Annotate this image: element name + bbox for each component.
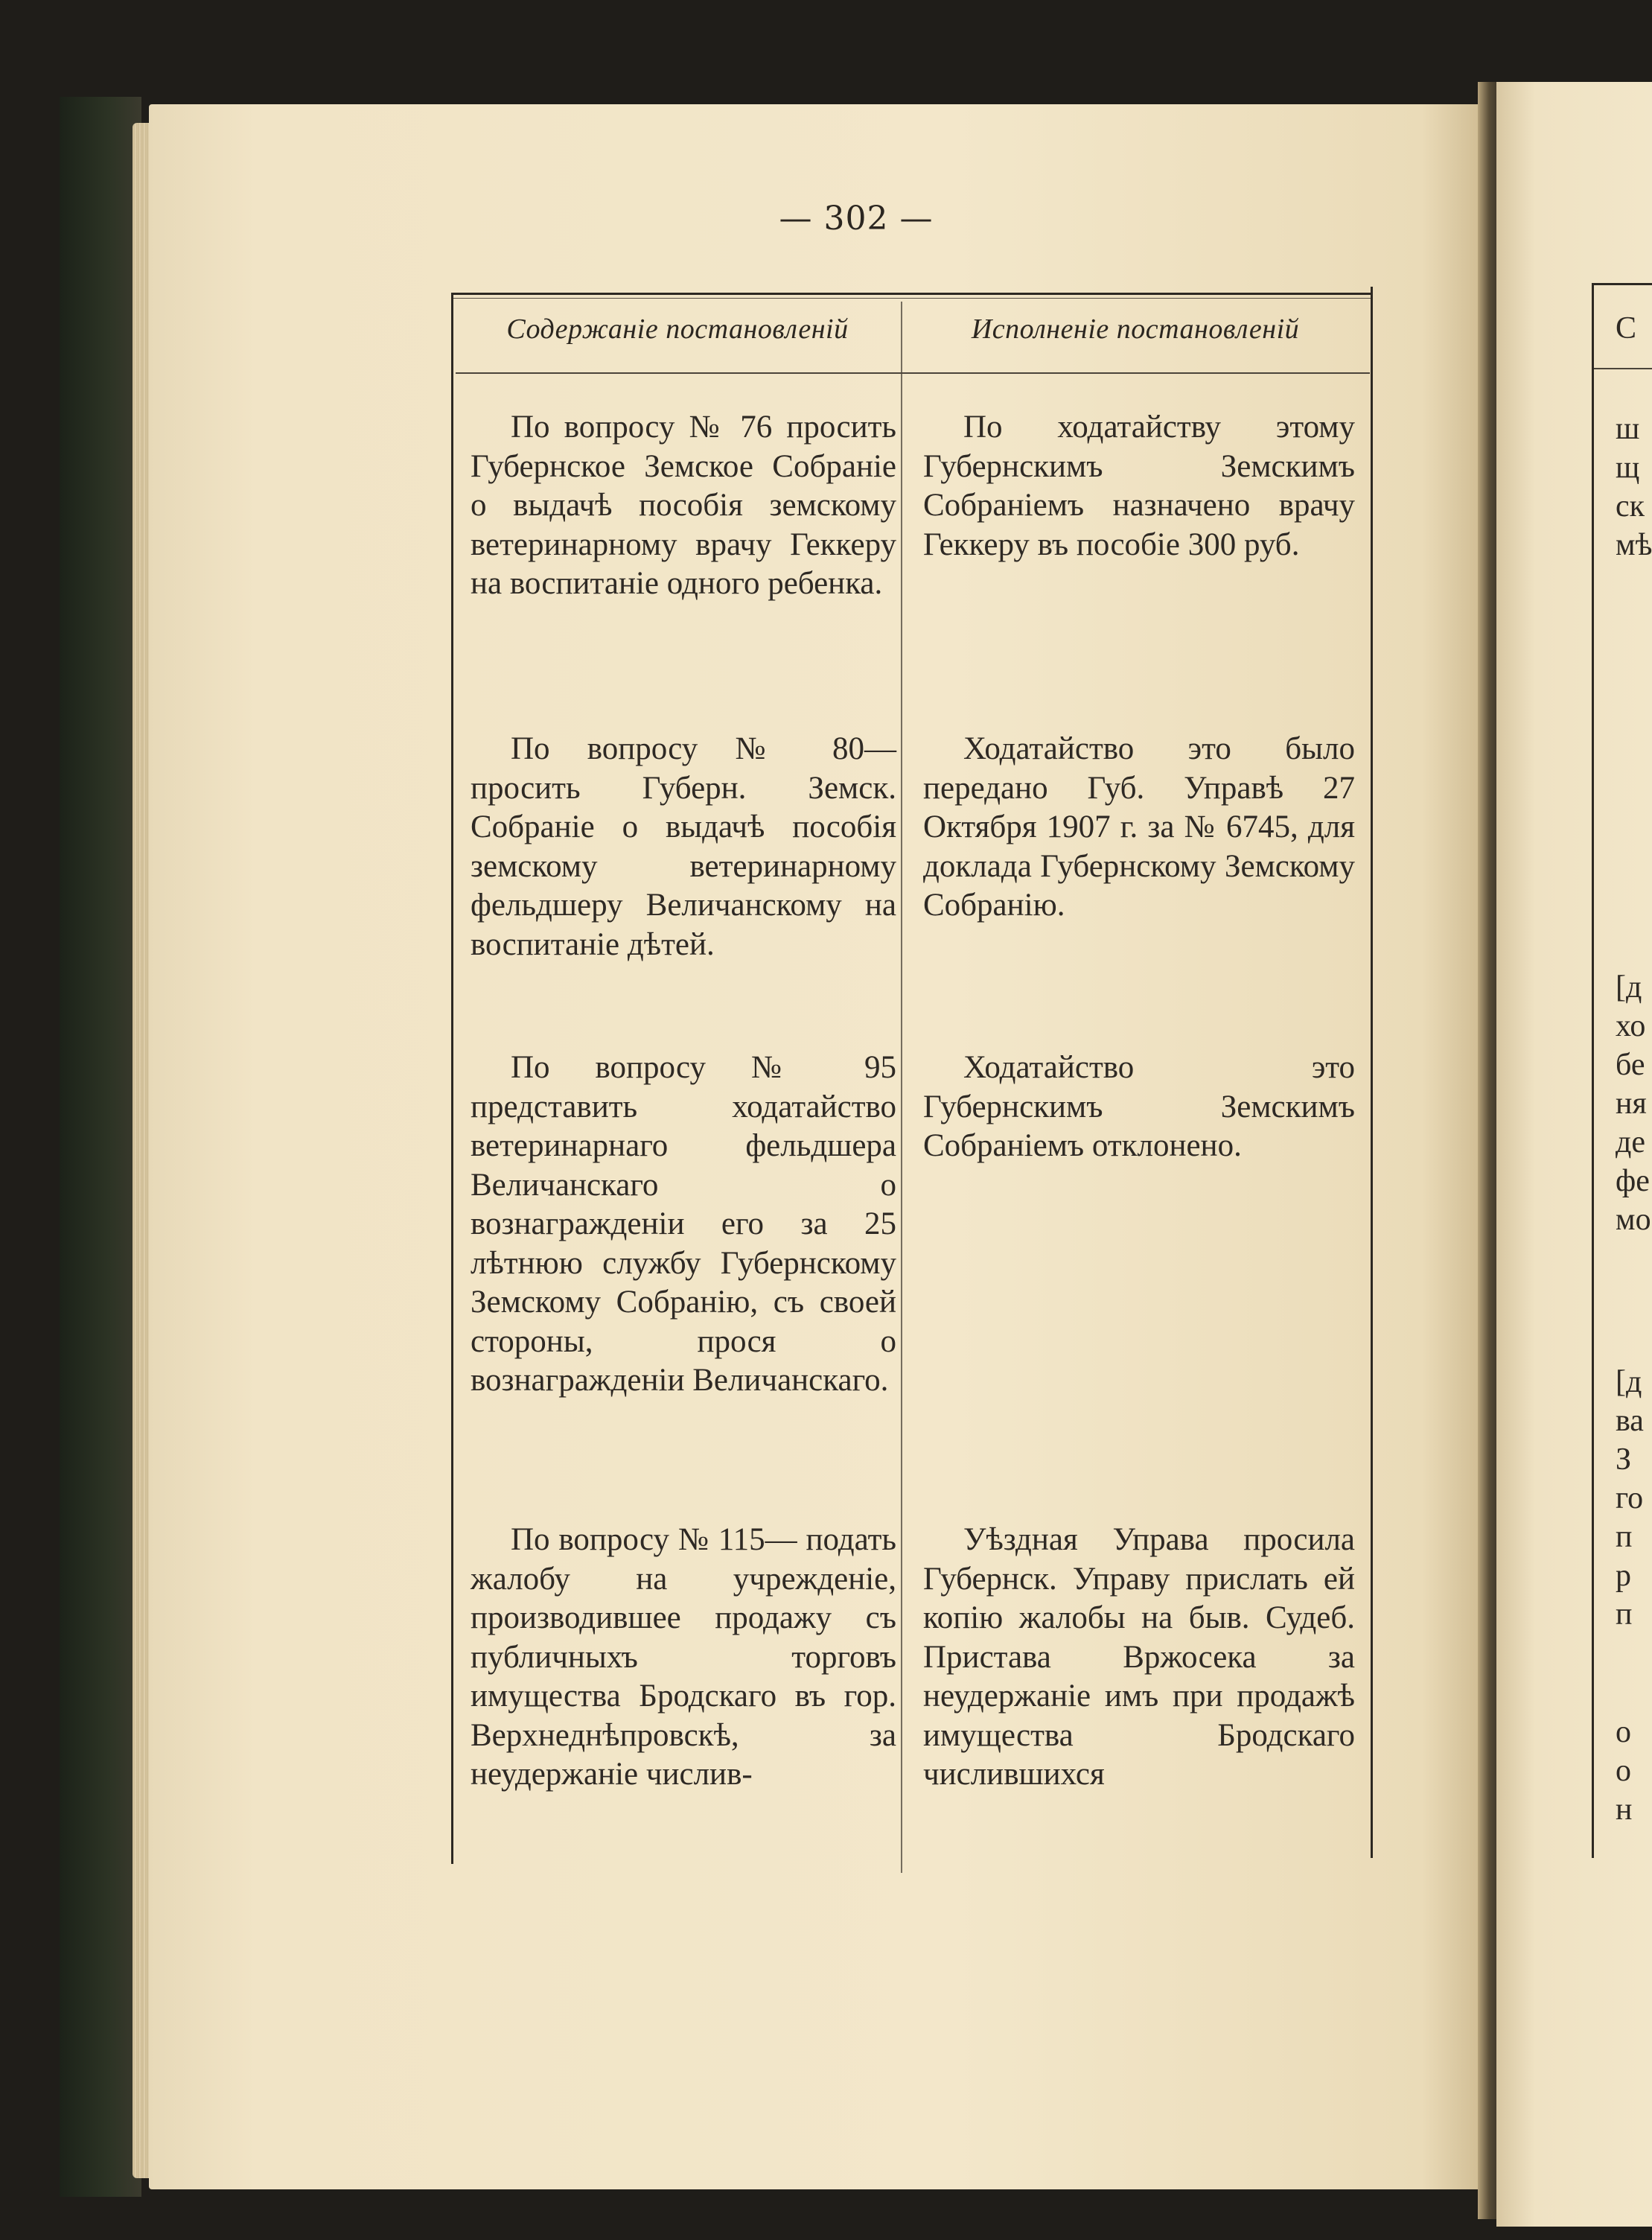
book-cover-left bbox=[60, 97, 141, 2197]
table-top-rule-thin bbox=[451, 298, 1373, 299]
facing-text-block-4: о о н bbox=[1616, 1715, 1633, 1827]
facing-table-top-rule bbox=[1593, 283, 1652, 285]
facing-text-block-2: [д хо бе ня де фе мо bbox=[1616, 970, 1651, 1237]
facing-table-left-rule bbox=[1592, 283, 1594, 1858]
column-header-execution: Исполненіе постановленій bbox=[971, 314, 1300, 345]
table-left-rule bbox=[451, 293, 453, 1864]
column-header-contents: Содержаніе постановленій bbox=[506, 314, 849, 345]
table-right-rule bbox=[1371, 287, 1373, 1858]
row-1-resolution: По вопросу № 76 просить Губернское Земское Собраніе о выдачѣ пособія земскому ветеринарному врачу Геккеру на воспитаніе одного ребенка. bbox=[471, 410, 896, 601]
row-4-resolution: По вопросу № 115— подать жалобу на учрежденіе, производившее продажу съ публичныхъ торговъ имущества Бродскаго въ гор. Верхнеднѣпровскѣ, за неудержаніе числив- bbox=[471, 1522, 896, 1792]
row-4-execution: Уѣздная Управа просила Губернск. Управу прислать ей копію жалобы на быв. Судеб. Пристава Вржосека за неудержаніе имъ при продажѣ имущества Бродскаго числившихся bbox=[923, 1522, 1355, 1792]
page-number: — 302 — bbox=[779, 200, 934, 238]
row-2-resolution: По вопросу № 80— просить Губерн. Земск. Собраніе о выдачѣ пособія земскому ветеринарному фельдшеру Величанскому на воспитаніе дѣтей. bbox=[471, 731, 896, 962]
row-3-resolution: По вопросу № 95 представить ходатайство ветеринарнаго фельдшера Величанскаго о вознагражденіи его за 25 лѣтнюю службу Губернскому Земскому Собранію, съ своей стороны, прося о вознагражденіи Величанскаго. bbox=[471, 1050, 896, 1398]
row-1-execution: По ходатайству этому Губернскимъ Земскимъ Собраніемъ назначено врачу Геккеру въ пособіе 300 руб. bbox=[923, 410, 1355, 562]
row-3-execution: Ходатайство это Губернскимъ Земскимъ Собраніемъ отклонено. bbox=[923, 1050, 1355, 1163]
table-top-rule bbox=[451, 293, 1373, 295]
facing-text-block-3: [д ва З го п р п bbox=[1616, 1365, 1644, 1632]
facing-text-block-1: ш щ ск мѣ bbox=[1616, 412, 1652, 562]
header-rule bbox=[456, 372, 1370, 374]
row-2-execution: Ходатайство это было передано Губ. Управѣ 27 Октября 1907 г. за № 6745, для доклада Губернскому Земскому Собранію. bbox=[923, 731, 1355, 923]
facing-header-fragment: С bbox=[1616, 311, 1637, 346]
column-divider bbox=[901, 302, 902, 1873]
facing-header-rule bbox=[1593, 368, 1652, 369]
